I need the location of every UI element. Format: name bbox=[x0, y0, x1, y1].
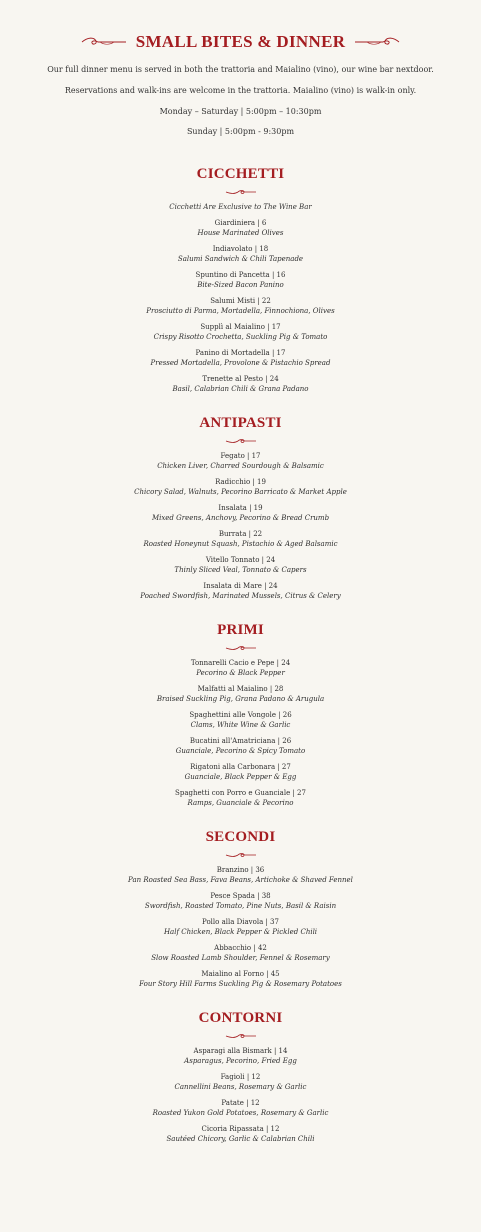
item-name: Insalata | 19 bbox=[218, 504, 263, 512]
item-name: Panino di Mortadella | 17 bbox=[195, 349, 286, 357]
menu-item bbox=[0, 374, 481, 394]
menu-item bbox=[0, 865, 481, 885]
item-name: Giardiniera | 6 bbox=[214, 219, 267, 227]
item-description: Salumi Sandwich & Chili Tapenade bbox=[177, 255, 304, 263]
menu-item bbox=[0, 917, 481, 937]
section-antipasti bbox=[0, 414, 481, 601]
menu-item bbox=[0, 762, 481, 782]
section-primi bbox=[0, 621, 481, 808]
divider-ornament-icon bbox=[225, 851, 257, 859]
item-name: Patate | 12 bbox=[221, 1099, 260, 1107]
menu-item bbox=[0, 581, 481, 601]
item-description: Crispy Risotto Crochetta, Suckling Pig & Tomato bbox=[153, 333, 328, 341]
page-title: SMALL BITES & DINNER bbox=[135, 32, 346, 51]
menu-header bbox=[0, 32, 481, 52]
divider-ornament-icon bbox=[225, 644, 257, 652]
item-name: Fegato | 17 bbox=[220, 452, 261, 460]
menu-item bbox=[0, 788, 481, 808]
item-name: Rigatoni alla Carbonara | 27 bbox=[190, 763, 291, 771]
dinner-menu-page bbox=[0, 32, 481, 1144]
item-name: Supplì al Maialino | 17 bbox=[200, 323, 281, 331]
item-name: Spaghettini alle Vongole | 26 bbox=[189, 711, 292, 719]
item-name: Asparagi alla Bismark | 14 bbox=[193, 1047, 288, 1055]
menu-item bbox=[0, 969, 481, 989]
item-name: Indiavolato | 18 bbox=[212, 245, 269, 253]
menu-item bbox=[0, 218, 481, 238]
menu-item bbox=[0, 244, 481, 264]
hours-sunday: Sunday | 5:00pm - 9:30pm bbox=[186, 127, 295, 136]
menu-item bbox=[0, 1098, 481, 1118]
section-secondi bbox=[0, 828, 481, 989]
item-description: Guanciale, Pecorino & Spicy Tomato bbox=[175, 747, 306, 755]
item-description: Basil, Calabrian Chili & Grana Padano bbox=[172, 385, 309, 393]
item-name: Spaghetti con Porro e Guanciale | 27 bbox=[175, 789, 306, 797]
intro-text-2: Reservations and walk-ins are welcome in the trattoria. Maialino (vino) is walk-in only. bbox=[64, 86, 417, 95]
menu-item bbox=[0, 684, 481, 704]
item-name: Pesce Spada | 38 bbox=[210, 892, 271, 900]
menu-item bbox=[0, 503, 481, 523]
menu-item bbox=[0, 943, 481, 963]
menu-item bbox=[0, 477, 481, 497]
item-description: Four Story Hill Farms Suckling Pig & Rosemary Potatoes bbox=[139, 980, 342, 988]
item-description: Swordfish, Roasted Tomato, Pine Nuts, Basil & Raisin bbox=[144, 902, 337, 910]
menu-item bbox=[0, 451, 481, 471]
item-name: Bucatini all'Amatriciana | 26 bbox=[189, 737, 292, 745]
item-name: Insalata di Mare | 24 bbox=[203, 582, 278, 590]
item-description: Chicken Liver, Charred Sourdough & Balsamic bbox=[157, 462, 324, 470]
intro-text-1: Our full dinner menu is served in both the trattoria and Maialino (vino), our wine bar nextdoor. bbox=[47, 65, 434, 74]
item-name: Branzino | 36 bbox=[216, 866, 265, 874]
hours-weekday: Monday – Saturday | 5:00pm – 10:30pm bbox=[159, 107, 322, 116]
item-name: Cicoria Ripassata | 12 bbox=[201, 1125, 280, 1133]
item-name: Trenette al Pesto | 24 bbox=[202, 375, 279, 383]
item-name: Abbacchio | 42 bbox=[214, 944, 267, 952]
item-description: Roasted Yukon Gold Potatoes, Rosemary & Garlic bbox=[152, 1109, 329, 1117]
menu-item bbox=[0, 529, 481, 549]
section-cicchetti bbox=[0, 165, 481, 394]
item-description: Braised Suckling Pig, Grana Padano & Arugula bbox=[156, 695, 325, 703]
item-description: Pressed Mortadella, Provolone & Pistachio Spread bbox=[150, 359, 331, 367]
item-description: Sautéed Chicory, Garlic & Calabrian Chili bbox=[166, 1135, 315, 1143]
item-description: Guanciale, Black Pepper & Egg bbox=[184, 773, 297, 781]
item-description: Pecorino & Black Pepper bbox=[196, 669, 285, 677]
right-flourish-icon bbox=[353, 36, 401, 48]
item-description: Half Chicken, Black Pepper & Pickled Chili bbox=[163, 928, 318, 936]
divider-ornament-icon bbox=[225, 437, 257, 445]
item-name: Pollo alla Diavola | 37 bbox=[202, 918, 279, 926]
menu-item bbox=[0, 710, 481, 730]
item-name: Tonnarelli Cacio e Pepe | 24 bbox=[190, 659, 291, 667]
item-description: Pan Roasted Sea Bass, Fava Beans, Artichoke & Shaved Fennel bbox=[128, 876, 353, 884]
section-title-antipasti: ANTIPASTI bbox=[199, 415, 282, 431]
section-contorni bbox=[0, 1009, 481, 1144]
item-description: Asparagus, Pecorino, Fried Egg bbox=[184, 1057, 297, 1065]
menu-item bbox=[0, 736, 481, 756]
menu-item bbox=[0, 1072, 481, 1092]
section-title-secondi: SECONDI bbox=[205, 829, 276, 845]
menu-item bbox=[0, 891, 481, 911]
menu-item bbox=[0, 1124, 481, 1144]
item-name: Salumi Misti | 22 bbox=[210, 297, 271, 305]
item-description: Mixed Greens, Anchovy, Pecorino & Bread Crumb bbox=[151, 514, 330, 522]
item-name: Vitello Tonnato | 24 bbox=[205, 556, 276, 564]
item-name: Radicchio | 19 bbox=[215, 478, 266, 486]
divider-ornament-icon bbox=[225, 188, 257, 196]
item-description: Poached Swordfish, Marinated Mussels, Citrus & Celery bbox=[140, 592, 341, 600]
item-name: Spuntino di Pancetta | 16 bbox=[195, 271, 286, 279]
left-flourish-icon bbox=[80, 36, 128, 48]
item-description: Thinly Sliced Veal, Tonnato & Capers bbox=[174, 566, 307, 574]
menu-item bbox=[0, 296, 481, 316]
intro-block bbox=[0, 64, 481, 138]
item-name: Fagioli | 12 bbox=[220, 1073, 261, 1081]
item-description: Clams, White Wine & Garlic bbox=[190, 721, 291, 729]
menu-item bbox=[0, 1046, 481, 1066]
item-description: Slow Roasted Lamb Shoulder, Fennel & Rosemary bbox=[151, 954, 330, 962]
menu-item bbox=[0, 658, 481, 678]
divider-ornament-icon bbox=[225, 1032, 257, 1040]
item-description: House Marinated Olives bbox=[197, 229, 284, 237]
item-description: Cannellini Beans, Rosemary & Garlic bbox=[174, 1083, 307, 1091]
item-description: Prosciutto di Parma, Mortadella, Finnochiona, Olives bbox=[146, 307, 335, 315]
section-title-primi: PRIMI bbox=[217, 622, 264, 638]
item-name: Maialino al Forno | 45 bbox=[201, 970, 280, 978]
menu-item bbox=[0, 270, 481, 290]
section-title-contorni: CONTORNI bbox=[198, 1010, 283, 1026]
menu-item bbox=[0, 348, 481, 368]
item-name: Burrata | 22 bbox=[218, 530, 263, 538]
item-description: Ramps, Guanciale & Pecorino bbox=[187, 799, 294, 807]
item-description: Chicory Salad, Walnuts, Pecorino Barricato & Market Apple bbox=[134, 488, 347, 496]
item-name: Malfatti al Maialino | 28 bbox=[197, 685, 284, 693]
menu-item bbox=[0, 322, 481, 342]
item-description: Bite-Sized Bacon Panino bbox=[197, 281, 284, 289]
cicchetti-note: Cicchetti Are Exclusive to The Wine Bar bbox=[169, 203, 312, 211]
item-description: Roasted Honeynut Squash, Pistachio & Aged Balsamic bbox=[143, 540, 338, 548]
menu-item bbox=[0, 555, 481, 575]
section-title-cicchetti: CICCHETTI bbox=[196, 166, 285, 182]
